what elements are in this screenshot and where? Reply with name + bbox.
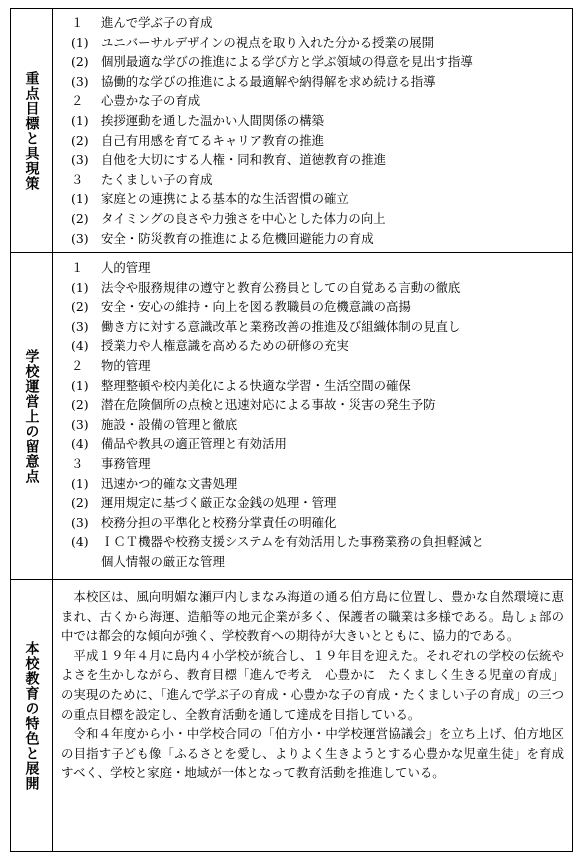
list-heading [71,258,151,277]
section-priority-goals [11,9,572,253]
item-text: 物的管理 [101,358,151,373]
list-item [71,317,460,336]
item-text: 人的管理 [101,260,151,275]
section-body [53,580,572,851]
item-text: 自己有用感を育てるキャリア教育の推進 [101,132,325,148]
item-number: (3) [71,73,89,89]
item-text: 整理整頓や校内美化による快適な学習・生活空間の確保 [101,377,411,393]
list-heading [71,91,200,110]
feature-text [61,587,564,783]
item-text: 備品や教具の適正管理と有効活用 [101,436,287,452]
item-text: 運用規定に基づく厳正な金銭の処理・管理 [101,495,337,511]
list-item [71,33,434,52]
item-number: (1) [71,377,89,393]
item-text: 家庭との連携による基本的な生活習慣の確立 [101,191,349,207]
list-item [71,131,324,150]
item-number: ３ [71,456,84,471]
item-text: 協働的な学びの推進による最適解や納得解を求め続ける指導 [101,73,436,89]
list-item [71,474,237,493]
list-item [71,395,436,414]
item-text: 校務分担の平準化と校務分掌責任の明確化 [101,514,337,530]
item-number: １ [71,260,84,275]
item-number: ３ [71,171,84,187]
item-text: 法令や服務規律の遵守と教育公務員としての自覚ある言動の徹底 [101,279,461,295]
item-text: ＩＣＴ機器や校務支援システムを有効活用した事務業務の負担軽減と [101,534,484,550]
item-number: ２ [71,358,84,373]
list-heading [71,13,213,32]
item-number: (1) [71,279,89,295]
item-text: 進んで学ぶ子の育成 [101,15,213,30]
section-body [53,9,572,252]
item-number: (3) [71,514,89,530]
list-item [71,278,460,297]
plan-table [10,8,573,852]
item-number: (2) [71,132,89,148]
list-item [71,552,225,571]
item-number: (1) [71,191,89,207]
item-number: ２ [71,93,84,109]
item-text: 安全・防災教育の推進による危機回避能力の育成 [101,230,374,246]
item-text: 施設・設備の管理と徹底 [101,416,238,432]
item-text: 心豊かな子の育成 [101,93,201,109]
item-number: (2) [71,54,89,70]
list-item [71,52,473,71]
item-text: 安全・安心の維持・向上を図る教職員の危機意識の高揚 [101,299,411,315]
item-number: (4) [71,534,89,550]
paragraph: 令和４年度から小・中学校合同の「伯方小・中学校運営協議会」を立ち上げ、伯方地区の目指す子ども像「ふるさとを愛し、よりよく生きようとする心豊かな児童生徒」を育成すべく、学校と家庭・地域が一体となって教育活動を推進している。 [61,726,564,781]
paragraph: 平成１９年４月に島内４小学校が統合し、１９年目を迎えた。それぞれの学校の伝統やよさを生かしながら、教育目標「進んで考え 心豊かに たくましく生きる児童の育成」の実現のために、「進んで学ぶ子の育成・心豊かな子の育成・たくましい子の育成」の三つの重点目標を設定し、全教育活動を通して達成を目指している。 [61,647,564,722]
label-text: 本校教育の特色と展開 [23,640,40,791]
section-label [11,9,53,252]
item-text: 事務管理 [101,456,151,471]
item-text: 働き方に対する意識改革と業務改善の推進及び組織体制の見直し [101,318,461,334]
list-item [71,376,411,395]
item-text: 潜在危険個所の点検と迅速対応による事故・災害の発生予防 [101,397,436,413]
list-item [71,150,386,169]
list-item [71,532,484,551]
item-number: (4) [71,436,89,452]
item-number: (2) [71,299,89,315]
item-text: 個人情報の厳正な管理 [101,554,225,569]
list-item [71,336,349,355]
item-number: (3) [71,230,89,246]
section-label [11,580,53,851]
item-number: (3) [71,318,89,334]
list-item [71,297,411,316]
item-text: 授業力や人権意識を高めるための研修の充実 [101,338,349,354]
label-text: 重点目標と具現策 [23,70,40,191]
list-item [71,209,386,228]
item-text: タイミングの良さや力強さを中心とした体力の向上 [101,211,386,226]
list-item [71,415,237,434]
list-item [71,513,336,532]
item-text: たくましい子の育成 [101,171,213,187]
item-text: 個別最適な学びの推進による学び方と学ぶ領域の得意を見出す指導 [101,54,473,70]
item-number: １ [71,15,84,30]
list-item [71,72,436,91]
list-heading [71,356,151,375]
item-text: 迅速かつ的確な文書処理 [101,475,238,491]
list-item [71,189,349,208]
item-number: (2) [71,211,89,226]
item-number: (3) [71,416,89,432]
item-text: 自他を大切にする人権・同和教育、道徳教育の推進 [101,152,386,168]
item-number: (1) [71,475,89,491]
label-text: 学校運営上の留意点 [23,348,40,484]
item-number: (1) [71,34,89,50]
section-school-features [11,580,572,851]
paragraph: 本校区は、風向明媚な瀬戸内しまなみ海道の通る伯方島に位置し、豊かな自然環境に恵まれ、古くから海運、造船等の地元企業が多く、保護者の職業は多様である。島しょ部の中では都会的な傾向が強く、学校教育への期待が大きいとともに、協力的である。 [61,589,564,644]
section-label [11,253,53,579]
item-number: (4) [71,338,89,354]
list-item [71,229,374,248]
list-item [71,493,336,512]
list-heading [71,170,213,189]
item-number: (3) [71,152,89,168]
section-management-notes [11,253,572,580]
item-number: (2) [71,397,89,413]
list-item [71,111,324,130]
list-item [71,434,287,453]
list-heading [71,454,151,473]
section-body [53,253,572,579]
item-number: (1) [71,113,89,128]
item-text: ユニバーサルデザインの視点を取り入れた分かる授業の展開 [101,34,435,50]
item-text: 挨拶運動を通した温かい人間関係の構築 [101,113,325,128]
item-number: (2) [71,495,89,511]
